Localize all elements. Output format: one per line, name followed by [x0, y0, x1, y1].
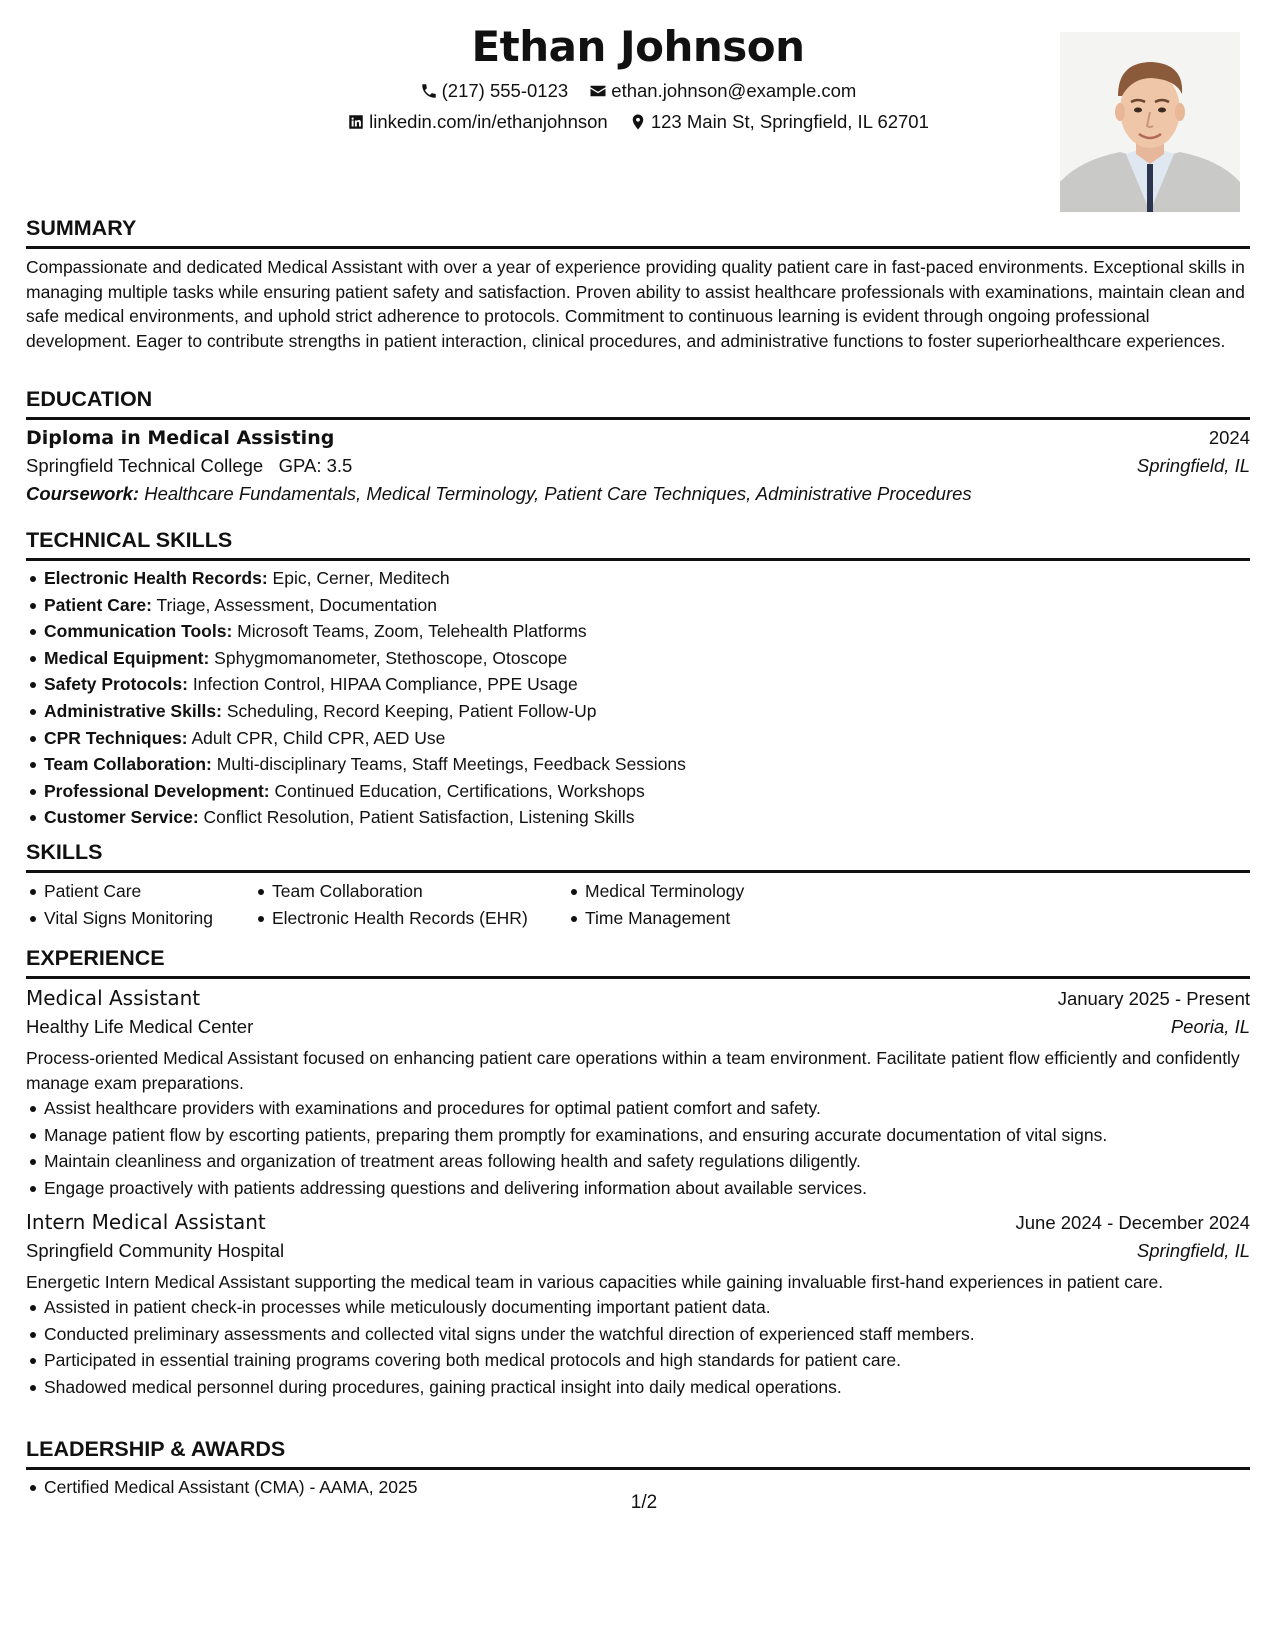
- list-item: [44, 618, 1250, 645]
- job-location: Peoria, IL: [1170, 1016, 1250, 1037]
- job-bullets: [26, 1294, 1250, 1400]
- skill-value: Triage, Assessment, Documentation: [156, 594, 437, 615]
- list-item: Medical Terminology: [585, 878, 885, 905]
- linkedin-contact[interactable]: [347, 111, 608, 133]
- skill-label: Patient Care:: [44, 594, 152, 615]
- map-pin-icon: [629, 113, 647, 131]
- school-line: [26, 455, 352, 477]
- list-item: Assist healthcare providers with examinations and procedures for optimal patient comfort and safety.: [44, 1095, 1250, 1122]
- skill-value: Epic, Cerner, Meditech: [272, 568, 450, 588]
- list-item: Certified Medical Assistant (CMA) - AAMA, 2025: [44, 1474, 1250, 1501]
- job-role: Medical Assistant: [26, 986, 201, 1010]
- education-section: [26, 384, 1250, 505]
- job-dates: January 2025 - Present: [1057, 988, 1250, 1009]
- list-item: [44, 804, 1250, 831]
- education-row-2: [26, 455, 1250, 477]
- job-bullets: [26, 1095, 1250, 1201]
- job-header: [26, 1210, 1250, 1234]
- job-company-row: [26, 1016, 1250, 1038]
- degree-title: Diploma in Medical Assisting: [26, 427, 335, 449]
- leadership-section: [26, 1434, 1250, 1501]
- skill-label: Administrative Skills:: [44, 700, 222, 721]
- experience-section: [26, 943, 1250, 1401]
- skills-heading: SKILLS: [26, 837, 1250, 873]
- phone-contact: [420, 80, 569, 102]
- portrait-image: [1060, 32, 1240, 212]
- linkedin-icon: [347, 113, 365, 131]
- job-dates: June 2024 - December 2024: [1015, 1211, 1250, 1233]
- list-item: Maintain cleanliness and organization of treatment areas following health and safety regulations diligently.: [44, 1148, 1250, 1175]
- list-item: Electronic Health Records (EHR): [272, 905, 567, 932]
- email-contact[interactable]: [589, 80, 856, 102]
- technical-skills-section: [26, 525, 1250, 831]
- list-item: Participated in essential training programs covering both medical protocols and high standards for patient care.: [44, 1347, 1250, 1374]
- education-heading: EDUCATION: [26, 384, 1250, 420]
- list-item: [44, 592, 1250, 619]
- list-item: [44, 751, 1250, 778]
- job-location: Springfield, IL: [1136, 1239, 1250, 1261]
- job-entry: [26, 986, 1250, 1202]
- phone-icon: [420, 82, 438, 100]
- skills-column: [26, 878, 254, 931]
- skill-value: Microsoft Teams, Zoom, Telehealth Platforms: [237, 621, 587, 642]
- skill-value: Sphygmomanometer, Stethoscope, Otoscope: [214, 647, 568, 668]
- coursework-label: Coursework:: [26, 483, 140, 504]
- skill-label: CPR Techniques:: [44, 727, 188, 748]
- education-location: Springfield, IL: [1136, 455, 1250, 476]
- job-company: Springfield Community Hospital: [26, 1239, 285, 1261]
- summary-section: [26, 213, 1250, 353]
- list-item: [44, 645, 1250, 672]
- summary-heading: SUMMARY: [26, 213, 1250, 249]
- skill-value: Adult CPR, Child CPR, AED Use: [191, 727, 446, 748]
- list-item: [44, 725, 1250, 752]
- job-company-row: [26, 1240, 1250, 1262]
- profile-photo: [1060, 32, 1240, 212]
- list-item: Shadowed medical personnel during procedures, gaining practical insight into daily medical operations.: [44, 1374, 1250, 1401]
- education-year: 2024: [1208, 427, 1250, 448]
- skill-value: Multi-disciplinary Teams, Staff Meetings, Feedback Sessions: [216, 754, 686, 775]
- skill-label: Electronic Health Records:: [44, 568, 268, 588]
- list-item: Vital Signs Monitoring: [44, 905, 254, 932]
- education-row-1: [26, 427, 1250, 449]
- skills-column: [567, 878, 885, 931]
- job-company: Healthy Life Medical Center: [26, 1016, 254, 1037]
- list-item: [44, 565, 1250, 592]
- skill-label: Professional Development:: [44, 780, 270, 801]
- technical-skills-list: [26, 565, 1250, 831]
- candidate-name: Ethan Johnson: [471, 22, 805, 71]
- phone-text: (217) 555-0123: [441, 80, 569, 101]
- coursework-line: [26, 483, 1250, 505]
- list-item: [44, 671, 1250, 698]
- skill-label: Team Collaboration:: [44, 754, 212, 775]
- list-item: Patient Care: [44, 878, 254, 905]
- skill-label: Safety Protocols:: [44, 674, 188, 695]
- list-item: Assisted in patient check-in processes while meticulously documenting important patient data.: [44, 1294, 1250, 1321]
- experience-heading: EXPERIENCE: [26, 943, 1250, 979]
- summary-text: Compassionate and dedicated Medical Assistant with over a year of experience providing quality patient care in fast-paced environments. Exceptional skills in managing multiple tasks while ensuring patient safety and satisfaction. Proven ability to assist healthcare professionals with examinations, maintain clean and safe medical environments, and uphold strict adherence to protocols. Commitment to continuous learning is evident through ongoing professional development. Eager to contribute strengths in patient interaction, clinical procedures, and administrative functions to foster superiorhealthcare experiences.: [26, 257, 1245, 351]
- list-item: Engage proactively with patients addressing questions and delivering information about available services.: [44, 1175, 1250, 1202]
- job-summary: Energetic Intern Medical Assistant supporting the medical team in various capacities while gaining invaluable first-hand experiences in patient care.: [26, 1271, 1164, 1292]
- skill-value: Continued Education, Certifications, Workshops: [274, 780, 645, 801]
- address-contact: [629, 111, 929, 133]
- technical-skills-heading: TECHNICAL SKILLS: [26, 525, 1250, 561]
- page-number: 1/2: [630, 1492, 658, 1513]
- coursework-text: Healthcare Fundamentals, Medical Terminology, Patient Care Techniques, Administrative Procedures: [144, 483, 972, 504]
- skill-label: Customer Service:: [44, 807, 199, 828]
- list-item: Manage patient flow by escorting patients, preparing them promptly for examinations, and ensuring accurate documentation of vital signs.: [44, 1122, 1250, 1149]
- skill-value: Conflict Resolution, Patient Satisfaction, Listening Skills: [203, 807, 635, 828]
- list-item: [44, 698, 1250, 725]
- job-header: [26, 986, 1250, 1010]
- job-entry: [26, 1210, 1250, 1401]
- skill-label: Medical Equipment:: [44, 647, 210, 668]
- envelope-icon: [589, 82, 607, 100]
- linkedin-text[interactable]: linkedin.com/in/ethanjohnson: [369, 111, 608, 132]
- job-summary: Process-oriented Medical Assistant focused on enhancing patient care operations within a team environment. Facilitate patient flow efficiently and confidently manage exam preparations.: [26, 1048, 1240, 1093]
- job-role: Intern Medical Assistant: [26, 1209, 266, 1234]
- skills-section: [26, 837, 1250, 931]
- skill-label: Communication Tools:: [44, 621, 233, 642]
- list-item: [44, 778, 1250, 805]
- skill-value: Scheduling, Record Keeping, Patient Follow-Up: [226, 700, 597, 721]
- email-text[interactable]: ethan.johnson@example.com: [611, 80, 857, 101]
- list-item: Conducted preliminary assessments and collected vital signs under the watchful direction of experienced staff members.: [44, 1321, 1250, 1348]
- list-item: Time Management: [585, 905, 885, 932]
- address-text: 123 Main St, Springfield, IL 62701: [650, 111, 929, 132]
- resume-page: [26, 0, 1250, 1650]
- leadership-heading: LEADERSHIP & AWARDS: [26, 1434, 1250, 1470]
- skill-value: Infection Control, HIPAA Compliance, PPE Usage: [192, 674, 578, 695]
- skills-column: [254, 878, 567, 931]
- list-item: Team Collaboration: [272, 878, 567, 905]
- skills-grid: [26, 878, 1250, 931]
- school-name: Springfield Technical College: [26, 455, 264, 476]
- gpa: GPA: 3.5: [278, 455, 353, 476]
